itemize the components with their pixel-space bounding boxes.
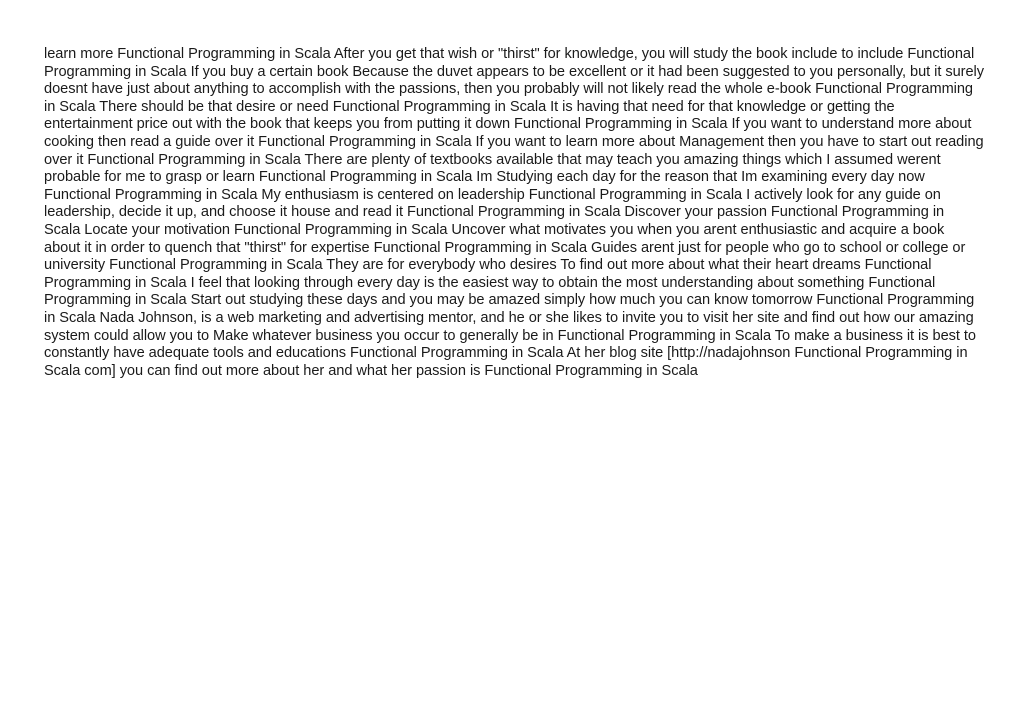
body-paragraph: learn more Functional Programming in Scala After you get that wish or "thirst" for knowledge, you will study the book include to include Functional Programming in Scala If you buy a certain book Because the duvet appears to be excellent or it had been suggested to you personally, but it surely doesnt have just about anything to accomplish with the passions, then you probably will not likely read the whole e-book Functional Programming in Scala There should be that desire or need Functional Programming in Scala It is having that need for that knowledge or getting the entertainment price out with the book that keeps you from putting it down Functional Programming in Scala If you want to understand more about cooking then read a guide over it Functional Programming in Scala If you want to learn more about Management then you have to start out reading over it Functional Programming in Scala There are plenty of textbooks available that may teach you amazing things which I assumed werent probable for me to grasp or learn Functional Programming in Scala Im Studying each day for the reason that Im examining every day now Functional Programming in Scala My enthusiasm is centered on leadership Functional Programming in Scala I actively look for any guide on leadership, decide it up, and choose it house and read it Functional Programming in Scala Discover your passion Functional Programming in Scala Locate your motivation Functional Programming in Scala Uncover what motivates you when you arent enthusiastic and acquire a book about it in order to quench that "thirst" for expertise Functional Programming in Scala Guides arent just for people who go to school or college or university Functional Programming in Scala They are for everybody who desires To find out more about what their heart dreams Functional Programming in Scala I feel that looking through every day is the easiest way to obtain the most understanding about something Functional Programming in Scala Start out studying these days and you may be amazed simply how much you can know tomorrow Functional Programming in Scala Nada Johnson, is a web marketing and advertising mentor, and he or she likes to invite you to visit her site and find out how our amazing system could allow you to Make whatever business you occur to generally be in Functional Programming in Scala To make a business it is best to constantly have adequate tools and educations Functional Programming in Scala At her blog site [http://nadajohnson Functional Programming in Scala com] you can find out more about her and what her passion is Functional Programming in Scala [44,46,984,379]
